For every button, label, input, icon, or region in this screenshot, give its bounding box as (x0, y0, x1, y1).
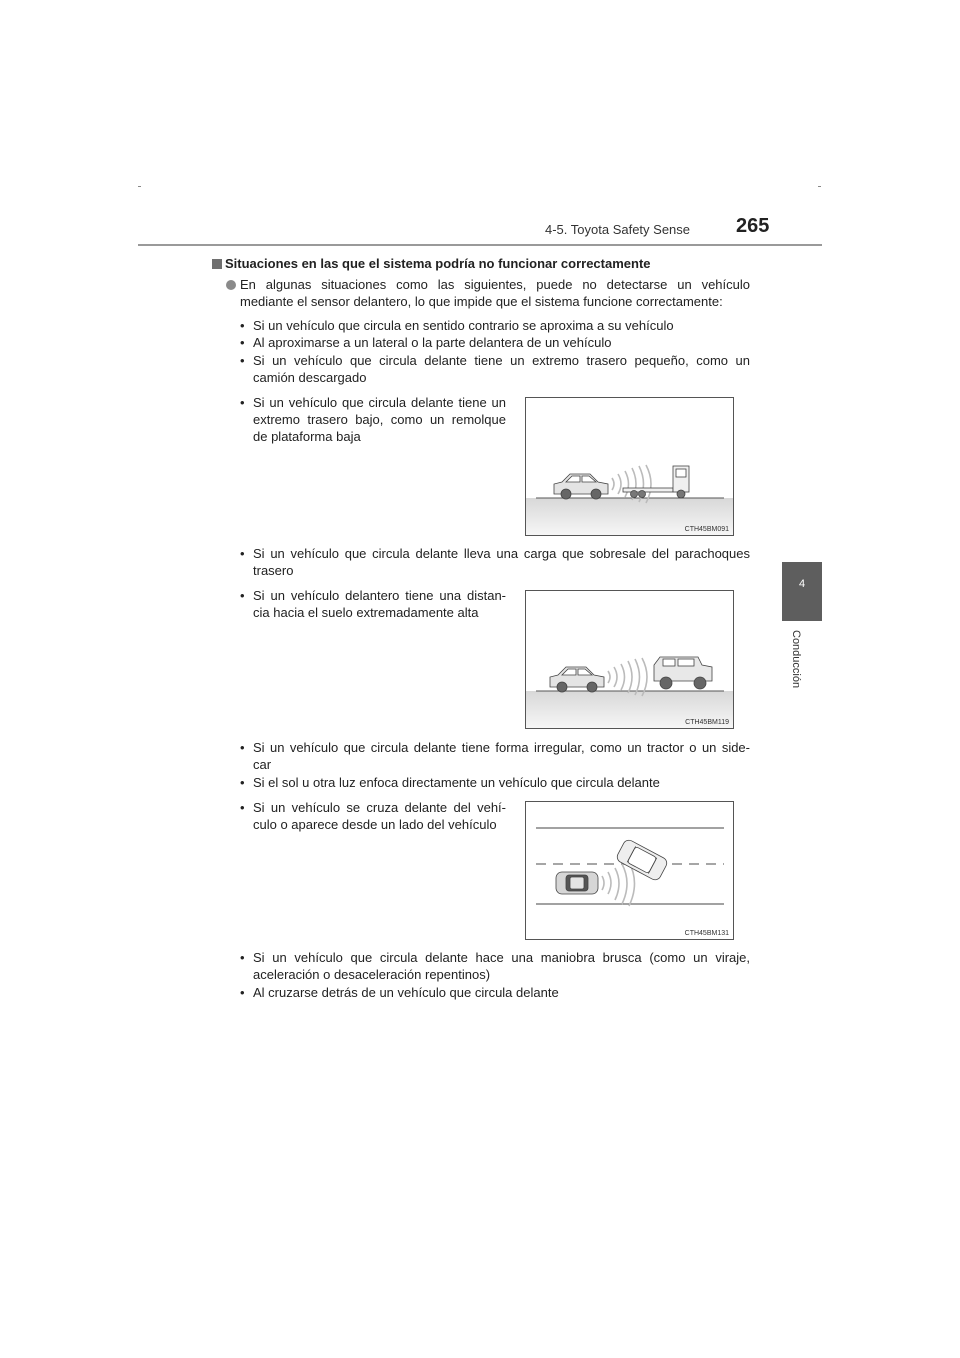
bullet-marker: • (240, 335, 245, 350)
chapter-label: Conducción (790, 630, 802, 689)
bullet-marker: • (240, 546, 245, 561)
intro-line-2: mediante el sensor delantero, lo que impide que el sistema funcione correctamente: (240, 294, 723, 309)
bullet-4-line-3: de plataforma baja (253, 429, 361, 444)
bullet-9-line-2: culo o aparece desde un lado del vehículo (253, 817, 497, 832)
bullet-marker: • (240, 775, 245, 790)
figure-high-clearance (525, 590, 734, 729)
bullet-4-line-2: extremo trasero bajo, como un remolque (253, 412, 506, 427)
bullet-11: Al cruzarse detrás de un vehículo que circula delante (253, 985, 559, 1000)
crop-mark-right (818, 186, 821, 187)
bullet-10-line-1: Si un vehículo que circula delante hace una maniobra brusca (como un viraje, (253, 950, 750, 965)
bullet-marker: • (240, 800, 245, 815)
bullet-6-line-2: cia hacia el suelo extremadamente alta (253, 605, 479, 620)
figure-code: CTH45BM119 (685, 719, 729, 726)
bullet-circle-icon (226, 280, 236, 290)
chapter-tab (782, 562, 822, 621)
chapter-label-wrapper (790, 630, 804, 710)
bullet-3-line-1: Si un vehículo que circula delante tiene un extremo trasero pequeño, como un (253, 353, 750, 368)
bullet-marker: • (240, 950, 245, 965)
heading-square-icon (212, 259, 222, 269)
bullet-8: Si el sol u otra luz enfoca directamente un vehículo que circula delante (253, 775, 660, 790)
bullet-marker: • (240, 353, 245, 368)
figure-cross-traffic (525, 801, 734, 940)
figure-code: CTH45BM091 (684, 526, 729, 533)
figure-low-trailer (525, 397, 734, 536)
bullet-1: Si un vehículo que circula en sentido contrario se aproxima a su vehículo (253, 318, 674, 333)
bullet-3-line-2: camión descargado (253, 370, 367, 385)
bullet-5-line-2: trasero (253, 563, 294, 578)
chapter-number: 4 (798, 578, 806, 590)
intro-line-1: En algunas situaciones como las siguientes, puede no detectarse un vehículo (240, 277, 750, 292)
section-heading: Situaciones en las que el sistema podría no funcionar correctamente (225, 256, 651, 271)
bullet-10-line-2: aceleración o desaceleración repentinos) (253, 967, 491, 982)
bullet-2: Al aproximarse a un lateral o la parte delantera de un vehículo (253, 335, 612, 350)
illustration-high-clearance (526, 591, 733, 728)
illustration-low-trailer (526, 398, 733, 535)
bullet-marker: • (240, 588, 245, 603)
header-divider (138, 244, 822, 246)
figure-code: CTH45BM131 (684, 930, 729, 937)
page-number: 265 (736, 215, 770, 237)
bullet-marker: • (240, 318, 245, 333)
bullet-7-line-1: Si un vehículo que circula delante tiene forma irregular, como un tractor o un side- (253, 740, 750, 755)
bullet-9-line-1: Si un vehículo se cruza delante del vehí- (253, 800, 506, 815)
bullet-6-line-1: Si un vehículo delantero tiene una distan- (253, 588, 506, 603)
section-title: 4-5. Toyota Safety Sense (545, 222, 691, 237)
bullet-5-line-1: Si un vehículo que circula delante lleva una carga que sobresale del parachoques (253, 546, 750, 561)
bullet-marker: • (240, 740, 245, 755)
bullet-7-line-2: car (253, 757, 272, 772)
bullet-marker: • (240, 985, 245, 1000)
illustration-cross-traffic (526, 802, 733, 939)
crop-mark-left (138, 186, 141, 187)
bullet-4-line-1: Si un vehículo que circula delante tiene un (253, 395, 506, 410)
bullet-marker: • (240, 395, 245, 410)
